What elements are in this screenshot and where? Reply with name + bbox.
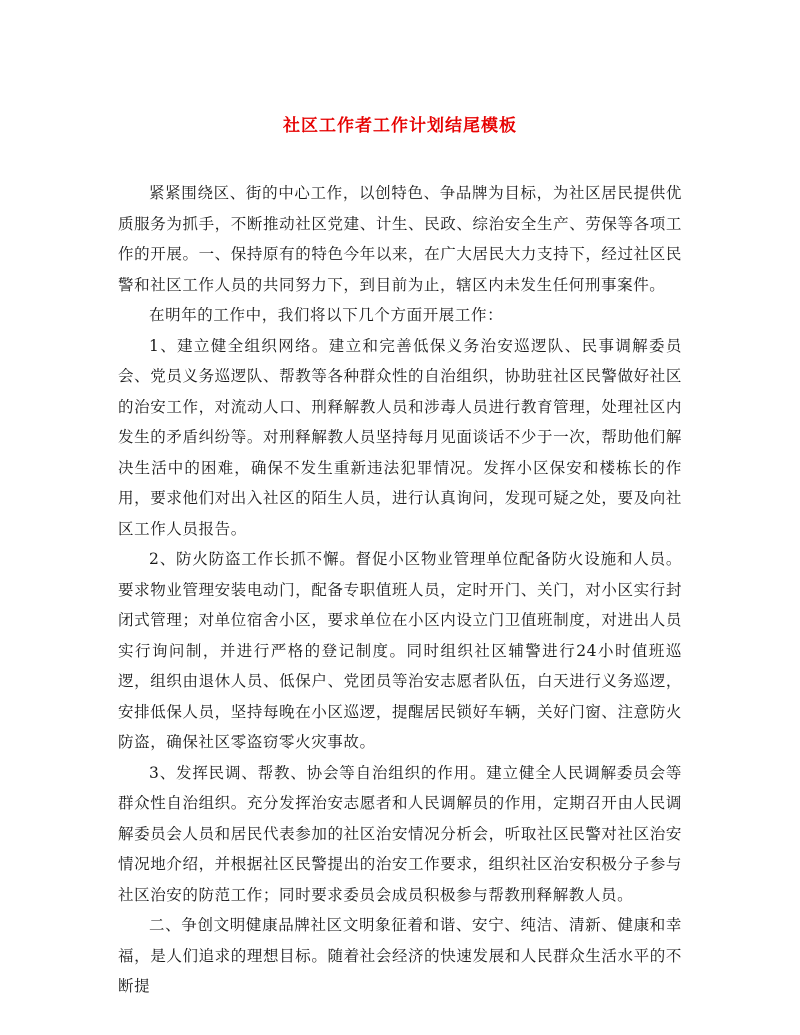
document-title: 社区工作者工作计划结尾模板 [283,116,517,136]
paragraph-1: 紧紧围绕区、街的中心工作，以创特色、争品牌为目标，为社区居民提供优质服务为抓手，不断推动社区党建、计生、民政、综治安全生产、劳保等各项工作的开展。一、保持原有的特色今年以来，在广大居民大力支持下，经过社区民警和社区工作人员的共同努力下，到目前为止，辖区内未发生任何刑事案件。 [118,184,682,294]
paragraph-6: 二、争创文明健康品牌社区文明象征着和谐、安宁、纯洁、清新、健康和幸福，是人们追求的理想目标。随着社会经济的快速发展和人民群众生活水平的不断提 [118,916,682,995]
document-body [118,178,682,1002]
paragraph-2: 在明年的工作中，我们将以下几个方面开展工作： [149,306,504,324]
paragraph-4: 2、防火防盗工作长抓不懈。督促小区物业管理单位配备防火设施和人员。要求物业管理安装电动门，配备专职值班人员，定时开门、关门，对小区实行封闭式管理；对单位宿舍小区，要求单位在小区内设立门卫值班制度，对进出人员实行询问制，并进行严格的登记制度。同时组织社区辅警进行24小时值班巡逻，组织由退休人员、低保户、党团员等治安志愿者队伍，白天进行义务巡逻，安排低保人员，坚持每晚在小区巡逻，提醒居民锁好车辆，关好门窗、注意防火防盗，确保社区零盗窃零火灾事故。 [118,550,682,751]
paragraph-3: 1、建立健全组织网络。建立和完善低保义务治安巡逻队、民事调解委员会、党员义务巡逻队、帮教等各种群众性的自治组织，协助驻社区民警做好社区的治安工作，对流动人口、刑释解教人员和涉毒人员进行教育管理，处理社区内发生的矛盾纠纷等。对刑释解教人员坚持每月见面谈话不少于一次，帮助他们解决生活中的困难，确保不发生重新违法犯罪情况。发挥小区保安和楼栋长的作用，要求他们对出入社区的陌生人员，进行认真询问，发现可疑之处，要及向社区工作人员报告。 [118,336,682,538]
paragraph-5: 3、发挥民调、帮教、协会等自治组织的作用。建立健全人民调解委员会等群众性自治组织。充分发挥治安志愿者和人民调解员的作用，定期召开由人民调解委员会人员和居民代表参加的社区治安情况分析会，听取社区民警对社区治安情况地介绍，并根据社区民警提出的治安工作要求，组织社区治安积极分子参与社区治安的防范工作；同时要求委员会成员积极参与帮教刑释解教人员。 [118,763,682,904]
